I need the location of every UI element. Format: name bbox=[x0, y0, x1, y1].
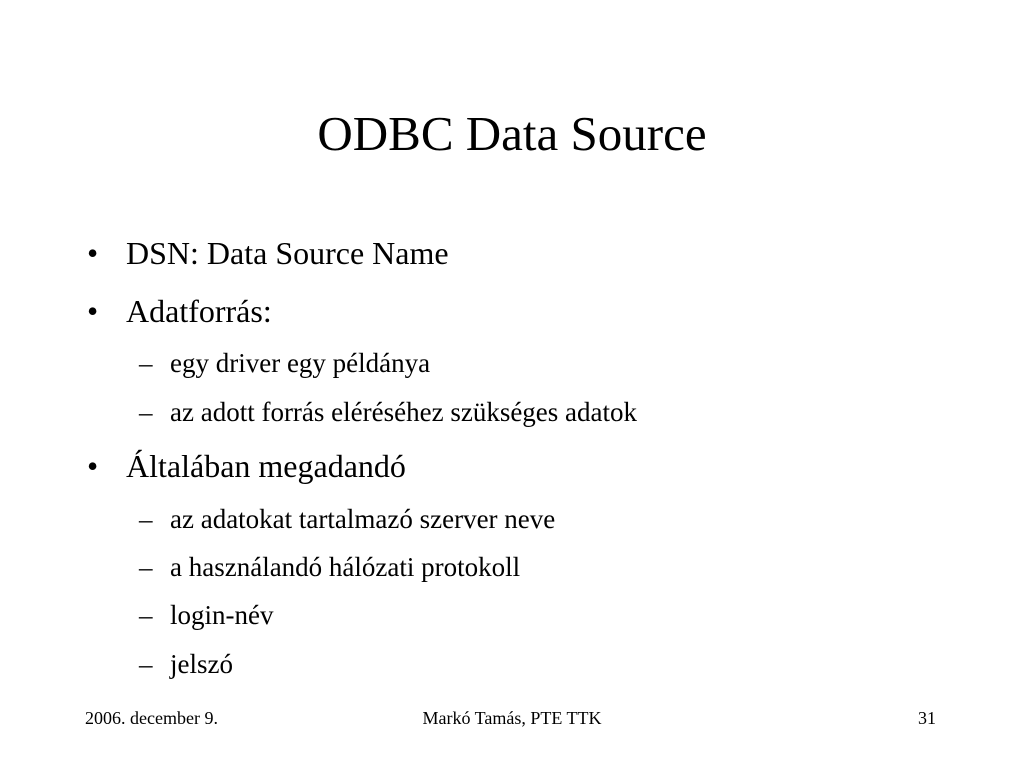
sub-list-item-text: jelszó bbox=[170, 649, 233, 679]
footer-page-number: 31 bbox=[918, 708, 936, 728]
bullet-marker: • bbox=[87, 235, 99, 271]
bullet-marker: • bbox=[87, 293, 99, 329]
bullet-marker: • bbox=[87, 448, 99, 484]
dash-marker: – bbox=[139, 397, 153, 427]
sub-list-item-text: egy driver egy példánya bbox=[170, 348, 431, 378]
footer-date: 2006. december 9. bbox=[85, 708, 218, 728]
sub-list-item-text: a használandó hálózati protokoll bbox=[170, 552, 521, 582]
sub-list-item-text: az adott forrás eléréséhez szükséges adatok bbox=[170, 397, 638, 427]
slide-title: ODBC Data Source bbox=[317, 106, 707, 161]
dash-marker: – bbox=[139, 504, 153, 534]
dash-marker: – bbox=[139, 552, 153, 582]
dash-marker: – bbox=[139, 649, 153, 679]
list-item-text: Adatforrás: bbox=[126, 293, 272, 329]
list-item-text: Általában megadandó bbox=[126, 448, 406, 484]
list-item-text: DSN: Data Source Name bbox=[126, 235, 449, 271]
sub-list-item-text: az adatokat tartalmazó szerver neve bbox=[170, 504, 556, 534]
dash-marker: – bbox=[139, 600, 153, 630]
sub-list-item-text: login-név bbox=[170, 600, 274, 630]
dash-marker: – bbox=[139, 348, 153, 378]
footer-author: Markó Tamás, PTE TTK bbox=[422, 708, 602, 728]
